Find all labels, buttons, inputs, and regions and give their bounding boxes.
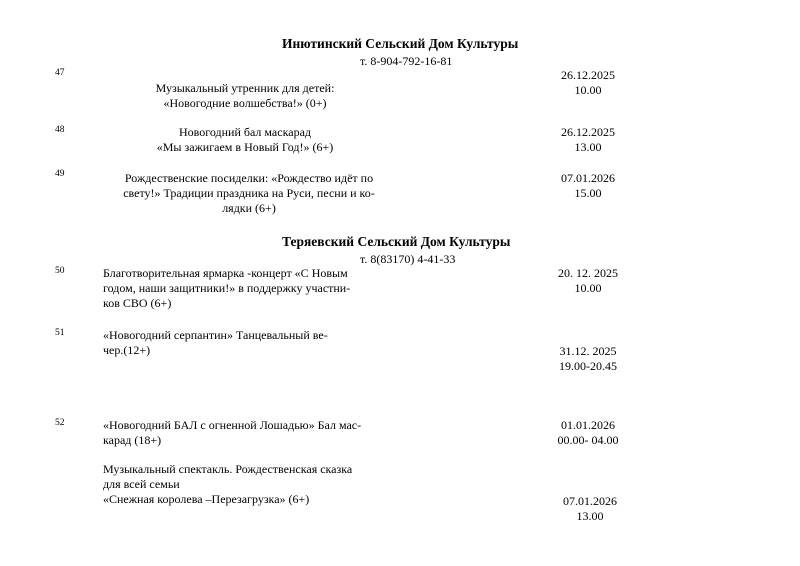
event-line: чер.(12+) [103,343,151,357]
event-datetime [548,68,628,98]
event-line: Музыкальный спектакль. Рождественская сказка [103,462,353,476]
event-date: 26.12.2025 [561,68,615,82]
event-line: лядки (6+) [222,201,276,215]
event-line: «Новогодний БАЛ с огненной Лошадью» Бал мас- [103,418,362,432]
section-phone-teryaevo: т. 8(83170) 4-41-33 [360,252,456,266]
event-line: ков СВО (6+) [103,296,172,310]
section-title-inyutino: Инютинский Сельский Дом Культуры [282,36,519,51]
event-datetime [548,266,628,296]
event-time: 19.00-20.45 [559,359,617,373]
event-line: «Новогодние волшебства!» (0+) [163,96,327,110]
event-date: 31.12. 2025 [559,344,617,358]
event-datetime [548,171,628,201]
event-datetime [548,418,628,448]
event-line: Рождественские посиделки: «Рождество идёт по [124,171,374,185]
event-line: Музыкальный утренник для детей: [155,81,335,95]
event-number: 50 [55,266,65,276]
event-time: 13.00 [574,140,602,154]
event-description [103,266,350,311]
event-date: 07.01.2026 [561,171,615,185]
event-number: 51 [55,328,65,338]
event-date: 07.01.2026 [563,494,617,508]
event-line: для всей семьи [103,477,180,491]
event-time: 15.00 [574,186,602,200]
event-line: карад (18+) [103,433,162,447]
event-datetime [550,494,630,524]
event-time: 10.00 [574,83,602,97]
event-number: 52 [55,418,65,428]
event-line: Благотворительная ярмарка -концерт «С Новым [103,266,348,280]
event-description [140,125,350,155]
event-datetime [548,344,628,374]
event-line: Новогодний бал маскарад [179,125,311,139]
section-phone-inyutino: т. 8-904-792-16-81 [360,54,453,68]
event-description [103,328,328,358]
event-time: 10.00 [574,281,602,295]
event-date: 26.12.2025 [561,125,615,139]
event-line: «Мы зажигаем в Новый Год!» (6+) [156,140,334,154]
event-line: годом, наши защитники!» в поддержку участни- [103,281,351,295]
event-number: 47 [55,68,65,78]
event-description [103,171,395,216]
event-time: 00.00- 04.00 [557,433,619,447]
section-title-teryaevo: Теряевский Сельский Дом Культуры [282,234,511,249]
event-date: 01.01.2026 [561,418,615,432]
event-description [140,81,350,111]
event-line: «Новогодний серпантин» Танцевальный ве- [103,328,328,342]
event-line: «Снежная королева –Перезагрузка» (6+) [103,492,310,506]
event-datetime [548,125,628,155]
event-description [103,462,352,507]
event-description [103,418,361,448]
event-number: 48 [55,125,65,135]
event-number: 49 [55,169,65,179]
event-time: 13.00 [576,509,604,523]
event-line: свету!» Традиции праздника на Руси, песни и ко- [123,186,375,200]
event-date: 20. 12. 2025 [558,266,618,280]
